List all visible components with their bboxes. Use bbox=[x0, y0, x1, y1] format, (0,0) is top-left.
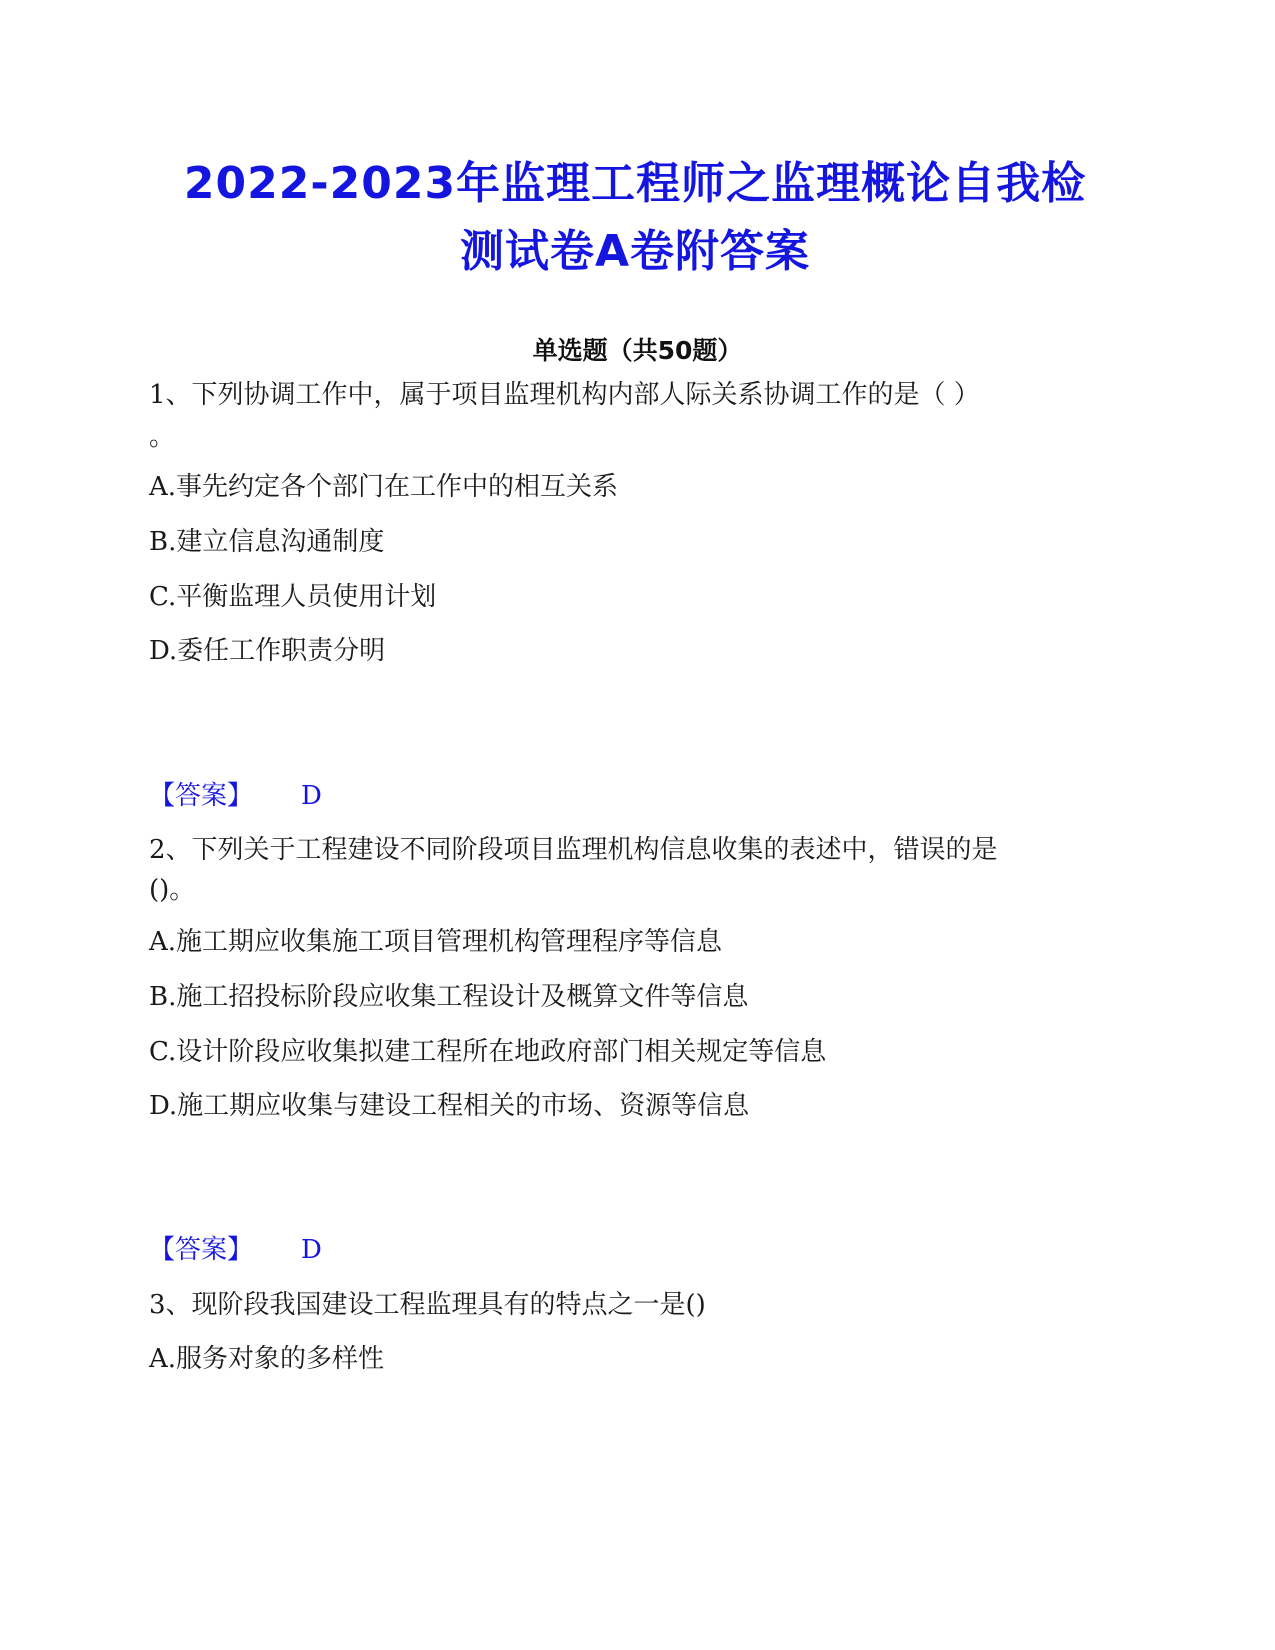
question-2-option-d: D.施工期应收集与建设工程相关的市场、资源等信息 bbox=[149, 1091, 750, 1121]
document-title-line-1: 2022-2023年监理工程师之监理概论自我检 bbox=[183, 158, 1087, 209]
answer-value: D bbox=[301, 1235, 322, 1265]
question-1-option-a: A.事先约定各个部门在工作中的相互关系 bbox=[149, 472, 619, 502]
question-1-answer bbox=[149, 779, 322, 813]
question-1-option-c: C.平衡监理人员使用计划 bbox=[149, 582, 437, 612]
question-2-option-c: C.设计阶段应收集拟建工程所在地政府部门相关规定等信息 bbox=[149, 1037, 827, 1067]
answer-label: 【答案】 bbox=[149, 1235, 254, 1265]
question-2-option-a: A.施工期应收集施工项目管理机构管理程序等信息 bbox=[149, 927, 723, 957]
question-1-option-d: D.委任工作职责分明 bbox=[149, 636, 386, 666]
answer-value: D bbox=[301, 781, 322, 811]
question-3-stem: 3、现阶段我国建设工程监理具有的特点之一是() bbox=[149, 1290, 706, 1320]
question-1-option-b: B.建立信息沟通制度 bbox=[149, 527, 385, 557]
document-title-line-2: 测试卷A卷附答案 bbox=[459, 226, 811, 277]
question-1-stem: 1、下列协调工作中，属于项目监理机构内部人际关系协调工作的是（ ） bbox=[149, 380, 980, 410]
question-2-option-b: B.施工招投标阶段应收集工程设计及概算文件等信息 bbox=[149, 982, 749, 1012]
question-2-answer bbox=[149, 1233, 322, 1267]
question-2-stem-continued: ()。 bbox=[149, 875, 196, 905]
question-3-option-a: A.服务对象的多样性 bbox=[149, 1344, 385, 1374]
question-2-stem: 2、下列关于工程建设不同阶段项目监理机构信息收集的表述中，错误的是 bbox=[149, 835, 998, 865]
answer-label: 【答案】 bbox=[149, 781, 254, 811]
question-1-stem-continued: 。 bbox=[149, 422, 176, 452]
section-heading: 单选题（共50题） bbox=[532, 336, 743, 365]
